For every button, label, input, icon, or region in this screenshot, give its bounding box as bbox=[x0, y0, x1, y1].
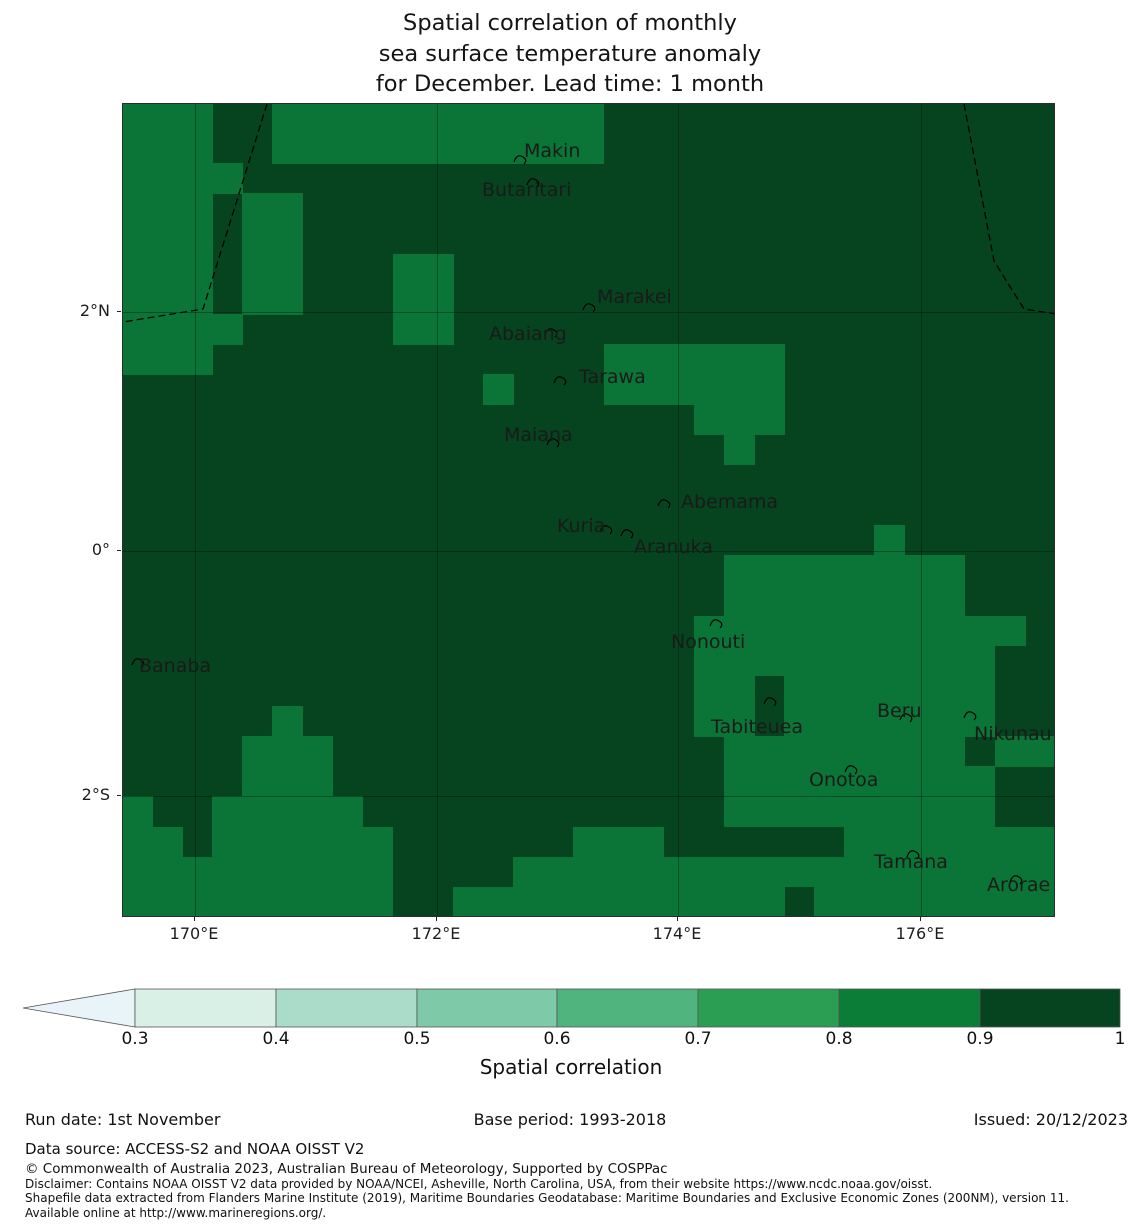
eez-boundary-line bbox=[123, 104, 267, 322]
island-label-arorae: Arorae bbox=[987, 874, 1051, 896]
shapefile-note: Shapefile data extracted from Flanders Marine Institute (2019), Maritime Boundaries Geodatabase: Maritime Boundaries and Exclusive Economic Zones (200NM), version 11. Available online at http://www.marineregions.org/. bbox=[25, 1191, 1069, 1220]
colorbar-segment bbox=[980, 989, 1120, 1027]
chart-title-line: Spatial correlation of monthly bbox=[403, 10, 737, 36]
y-tick-mark bbox=[117, 550, 121, 551]
y-tick-mark bbox=[117, 311, 121, 312]
island-label-maiana: Maiana bbox=[504, 424, 573, 446]
chart-title-line: sea surface temperature anomaly bbox=[378, 40, 762, 67]
x-tick-label: 176°E bbox=[895, 924, 945, 943]
chart-title bbox=[0, 8, 1140, 100]
correlation-map bbox=[122, 103, 1055, 917]
island-outline-marakei bbox=[583, 304, 595, 312]
colorbar-segment bbox=[417, 989, 557, 1027]
colorbar-tick-label: 0.3 bbox=[121, 1029, 149, 1049]
island-label-marakei: Marakei bbox=[597, 286, 672, 308]
island-outline-aranuka bbox=[621, 530, 633, 538]
eez-boundary-line bbox=[964, 104, 1055, 314]
issued-date: Issued: 20/12/2023 bbox=[973, 1110, 1128, 1129]
colorbar-label: Spatial correlation bbox=[479, 1055, 663, 1079]
chart-title-line: for December. Lead time: 1 month bbox=[375, 71, 765, 97]
map-overlay bbox=[123, 104, 1055, 917]
island-outline-tabiteuea bbox=[764, 698, 776, 706]
y-tick-label: 0° bbox=[91, 540, 110, 559]
run-date: Run date: 1st November bbox=[25, 1110, 221, 1129]
island-label-tabiteuea: Tabiteuea bbox=[711, 716, 803, 738]
island-outline-abemama bbox=[658, 500, 670, 508]
island-outline-tarawa bbox=[554, 377, 566, 385]
colorbar-tick-label: 0.6 bbox=[543, 1029, 571, 1049]
island-label-butaritari: Butaritari bbox=[482, 179, 572, 201]
island-label-makin: Makin bbox=[524, 140, 581, 162]
colorbar-tick-label: 0.9 bbox=[966, 1029, 994, 1049]
island-label-banaba: Banaba bbox=[139, 655, 212, 677]
colorbar-tick-label: 0.4 bbox=[262, 1029, 290, 1049]
island-label-tarawa: Tarawa bbox=[579, 366, 646, 388]
colorbar-segment bbox=[276, 989, 417, 1027]
copyright-line: © Commonwealth of Australia 2023, Australian Bureau of Meteorology, Supported by COSPPac bbox=[25, 1161, 668, 1177]
x-tick-mark bbox=[920, 917, 921, 921]
colorbar-tick-label: 0.8 bbox=[825, 1029, 853, 1049]
colorbar-tick-label: 1 bbox=[1114, 1029, 1126, 1049]
x-tick-mark bbox=[677, 917, 678, 921]
x-tick-mark bbox=[436, 917, 437, 921]
disclaimer-line: Disclaimer: Contains NOAA OISST V2 data provided by NOAA/NCEI, Asheville, North Carolina, USA, from their website https://www.ncdc.noaa.gov/oisst. bbox=[25, 1177, 933, 1191]
x-tick-mark bbox=[194, 917, 195, 921]
island-label-kuria: Kuria bbox=[557, 515, 606, 537]
colorbar-tick-label: 0.5 bbox=[403, 1029, 431, 1049]
colorbar-segment bbox=[557, 989, 698, 1027]
island-label-nonouti: Nonouti bbox=[671, 631, 746, 653]
y-tick-label: 2°S bbox=[81, 785, 110, 804]
colorbar-segment bbox=[135, 989, 276, 1027]
data-source: Data source: ACCESS-S2 and NOAA OISST V2 bbox=[25, 1140, 365, 1158]
colorbar bbox=[0, 985, 1140, 1031]
island-outline-nonouti bbox=[710, 620, 722, 628]
y-tick-label: 2°N bbox=[79, 301, 110, 320]
island-label-abaiang: Abaiang bbox=[489, 323, 567, 345]
island-label-aranuka: Aranuka bbox=[634, 536, 713, 558]
x-tick-label: 172°E bbox=[411, 924, 461, 943]
colorbar-under-arrow bbox=[23, 989, 135, 1027]
colorbar-segment bbox=[839, 989, 980, 1027]
y-tick-mark bbox=[117, 795, 121, 796]
island-outline-nikunau bbox=[964, 712, 976, 720]
island-label-onotoa: Onotoa bbox=[809, 769, 879, 791]
island-label-tamana: Tamana bbox=[874, 851, 948, 873]
colorbar-tick-label: 0.7 bbox=[684, 1029, 712, 1049]
island-label-beru: Beru bbox=[877, 700, 922, 722]
x-tick-label: 170°E bbox=[169, 924, 219, 943]
island-label-nikunau: Nikunau bbox=[974, 723, 1052, 745]
island-label-abemama: Abemama bbox=[681, 491, 779, 513]
colorbar-segment bbox=[698, 989, 839, 1027]
x-tick-label: 174°E bbox=[652, 924, 702, 943]
base-period: Base period: 1993-2018 bbox=[473, 1110, 667, 1129]
